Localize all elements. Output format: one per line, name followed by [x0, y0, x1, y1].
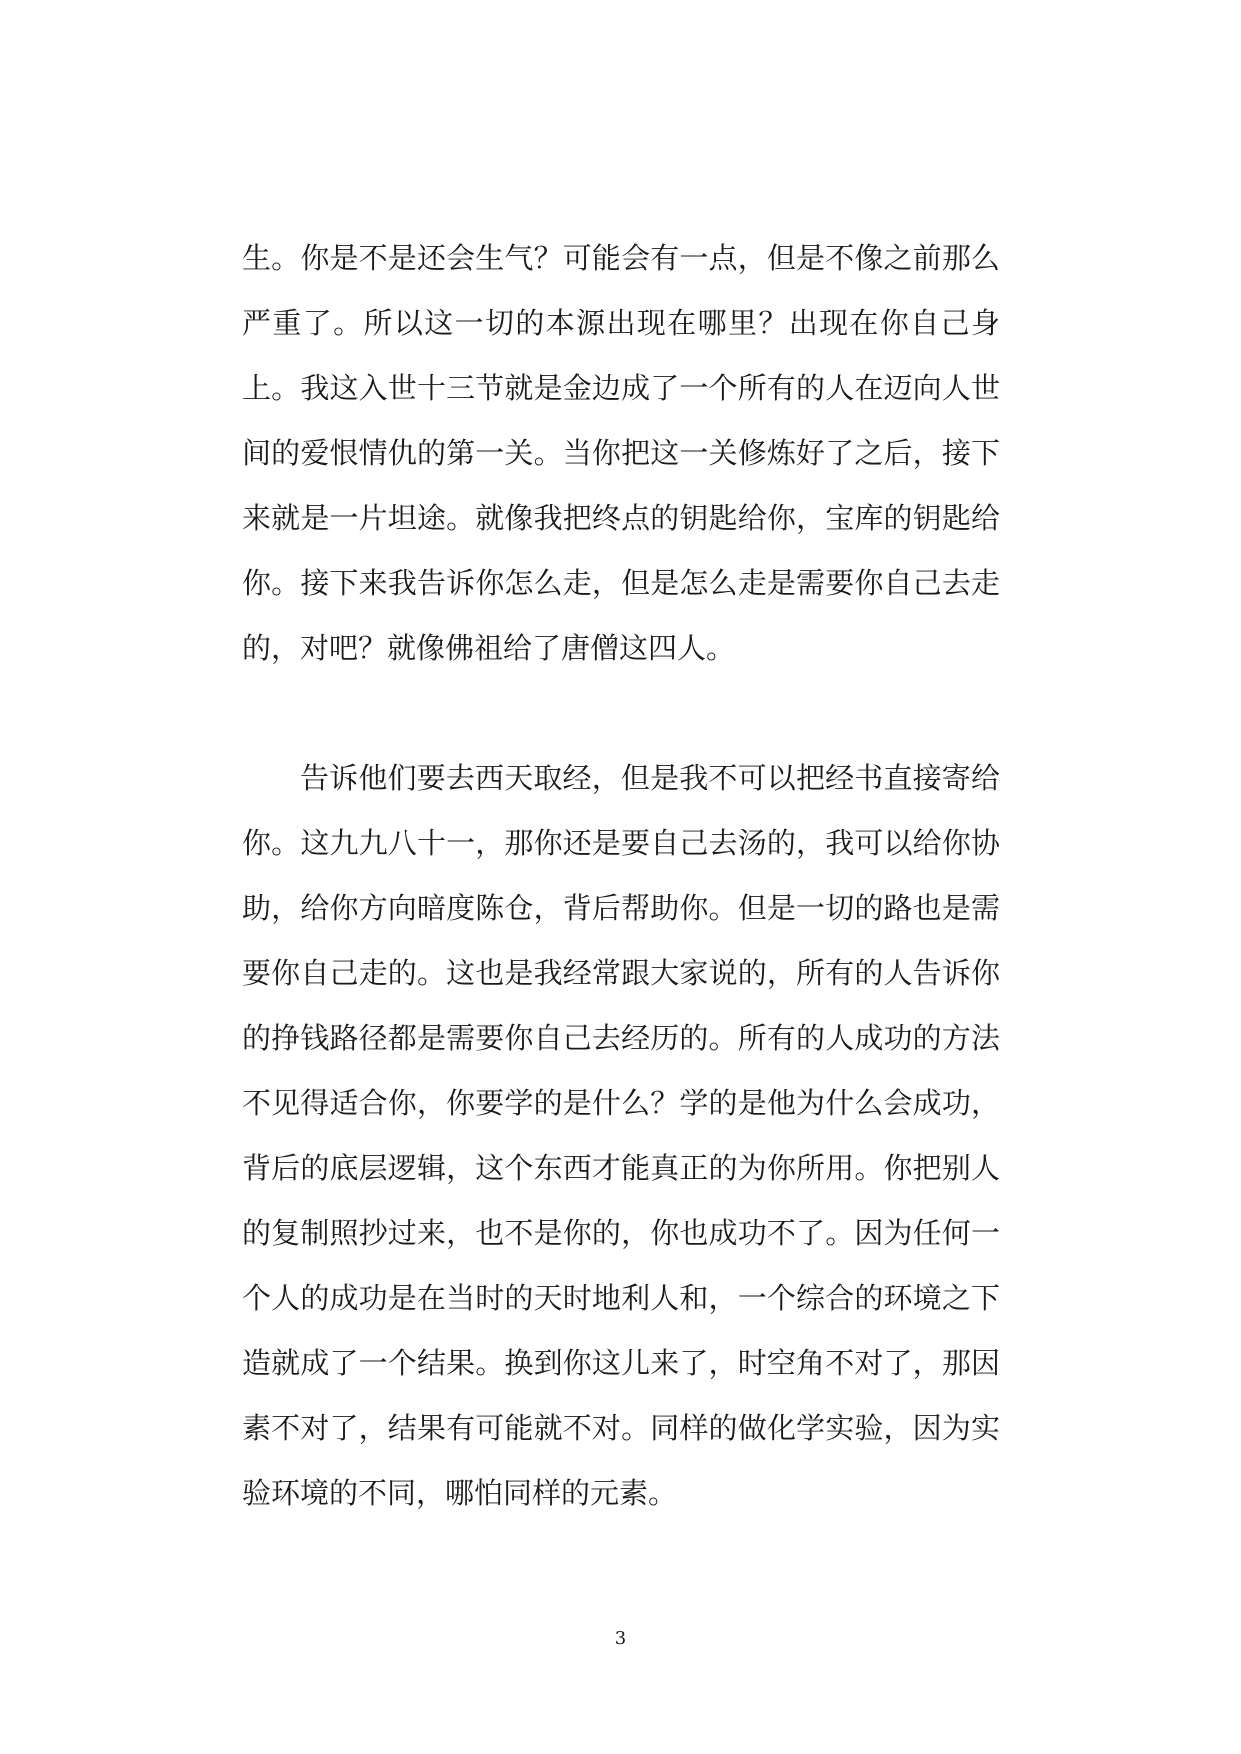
- paragraph-line: 严重了。所以这一切的本源出现在哪里？出现在你自己身: [242, 306, 1000, 340]
- paragraph-line: 的挣钱路径都是需要你自己去经历的。所有的人成功的方法: [242, 1021, 1000, 1055]
- paragraph-line: 上。我这入世十三节就是金边成了一个所有的人在迈向人世: [242, 371, 1000, 405]
- paragraph-line: 个人的成功是在当时的天时地利人和，一个综合的环境之下: [242, 1281, 1000, 1315]
- paragraph-line: 告诉他们要去西天取经，但是我不可以把经书直接寄给: [300, 761, 1000, 795]
- paragraph-line: 助，给你方向暗度陈仓，背后帮助你。但是一切的路也是需: [242, 891, 1000, 925]
- paragraph-1: [242, 226, 1000, 681]
- paragraph-line: 要你自己走的。这也是我经常跟大家说的，所有的人告诉你: [242, 956, 1000, 990]
- paragraph-line: 不见得适合你，你要学的是什么？学的是他为什么会成功，: [242, 1086, 1000, 1120]
- paragraph-2: [242, 746, 1000, 1526]
- paragraph-line: 背后的底层逻辑，这个东西才能真正的为你所用。你把别人: [242, 1151, 1000, 1185]
- paragraph-line: 你。这九九八十一，那你还是要自己去汤的，我可以给你协: [242, 826, 1000, 860]
- paragraph-line: 造就成了一个结果。换到你这儿来了，时空角不对了，那因: [242, 1346, 1000, 1380]
- paragraph-line: 的，对吧？就像佛祖给了唐僧这四人。: [242, 631, 736, 665]
- paragraph-line: 的复制照抄过来，也不是你的，你也成功不了。因为任何一: [242, 1216, 1000, 1250]
- paragraph-line: 生。你是不是还会生气？可能会有一点，但是不像之前那么: [242, 241, 1000, 275]
- paragraph-line: 你。接下来我告诉你怎么走，但是怎么走是需要你自己去走: [242, 566, 1000, 600]
- paragraph-line: 间的爱恨情仇的第一关。当你把这一关修炼好了之后，接下: [242, 436, 1000, 470]
- paragraph-line: 来就是一片坦途。就像我把终点的钥匙给你，宝库的钥匙给: [242, 501, 1000, 535]
- paragraph-line: 素不对了，结果有可能就不对。同样的做化学实验，因为实: [242, 1411, 1000, 1445]
- page-number: 3: [614, 1628, 627, 1649]
- paragraph-line: 验环境的不同，哪怕同样的元素。: [242, 1476, 678, 1510]
